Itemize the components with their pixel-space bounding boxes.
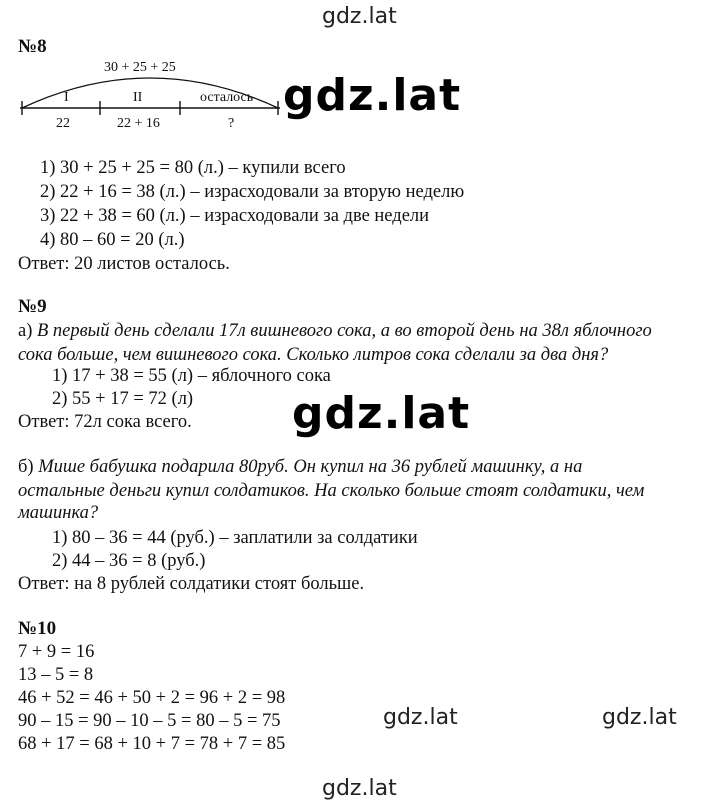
- task8-number: №8: [18, 36, 47, 57]
- diagram-seg-label-1: I: [64, 90, 69, 105]
- task10-line-1: 7 + 9 = 16: [18, 642, 95, 662]
- task9b-prefix: б): [18, 457, 34, 477]
- task9b-answer: Ответ: на 8 рублей солдатики стоят больше.: [18, 574, 365, 594]
- diagram-seg-label-3: осталось: [200, 90, 254, 105]
- task10-line-4: 90 – 15 = 90 – 10 – 5 = 80 – 5 = 75: [18, 711, 281, 731]
- watermark-top: gdz.lat: [322, 4, 397, 29]
- task8-answer: Ответ: 20 листов осталось.: [18, 254, 230, 274]
- watermark-large-1: gdz.lat: [283, 70, 462, 121]
- task9b-problem-line-2: остальные деньги купил солдатиков. На сколько больше стоят солдатики, чем: [18, 481, 645, 501]
- task9a-step-1: 1) 17 + 38 = 55 (л) – яблочного сока: [52, 366, 331, 386]
- watermark-bottom-right: gdz.lat: [602, 705, 677, 730]
- task8-step-1: 1) 30 + 25 + 25 = 80 (л.) – купили всего: [40, 158, 346, 178]
- task10-line-5: 68 + 17 = 68 + 10 + 7 = 78 + 7 = 85: [18, 734, 286, 754]
- task9b-problem-line-1: [18, 455, 582, 479]
- diagram-top-sum: 30 + 25 + 25: [104, 60, 176, 75]
- task10-number: №10: [18, 618, 57, 639]
- diagram-seg-label-2: II: [133, 90, 143, 105]
- task9a-problem-line-1: [18, 319, 652, 343]
- task9b-step-2: 2) 44 – 36 = 8 (руб.): [52, 551, 206, 571]
- task9a-problem-text-1: В первый день сделали 17л вишневого сока, а во второй день на 38л яблочного: [37, 321, 652, 341]
- task8-step-2: 2) 22 + 16 = 38 (л.) – израсходовали за вторую неделю: [40, 182, 465, 202]
- task9-number: №9: [18, 296, 47, 317]
- task10-line-2: 13 – 5 = 8: [18, 665, 94, 685]
- task9b-problem-line-3: машинка?: [18, 503, 99, 523]
- task8-step-4: 4) 80 – 60 = 20 (л.): [40, 230, 185, 250]
- task9a-problem-line-2: сока больше, чем вишневого сока. Сколько литров сока сделали за два дня?: [18, 345, 609, 365]
- diagram-bottom-label-1: 22: [56, 116, 70, 131]
- task9a-prefix: а): [18, 321, 33, 341]
- diagram-bottom-label-2: 22 + 16: [117, 116, 160, 131]
- diagram-bottom-label-3: ?: [228, 116, 235, 131]
- task9a-answer: Ответ: 72л сока всего.: [18, 412, 192, 432]
- task9a-step-2: 2) 55 + 17 = 72 (л): [52, 389, 194, 409]
- watermark-large-2: gdz.lat: [292, 388, 471, 439]
- task8-step-3: 3) 22 + 38 = 60 (л.) – израсходовали за две недели: [40, 206, 430, 226]
- task9b-problem-text-1: Мише бабушка подарила 80руб. Он купил на 36 рублей машинку, а на: [38, 457, 583, 477]
- watermark-footer: gdz.lat: [322, 776, 397, 801]
- watermark-bottom-left: gdz.lat: [383, 705, 458, 730]
- task10-line-3: 46 + 52 = 46 + 50 + 2 = 96 + 2 = 98: [18, 688, 286, 708]
- task9b-step-1: 1) 80 – 36 = 44 (руб.) – заплатили за солдатики: [52, 528, 418, 548]
